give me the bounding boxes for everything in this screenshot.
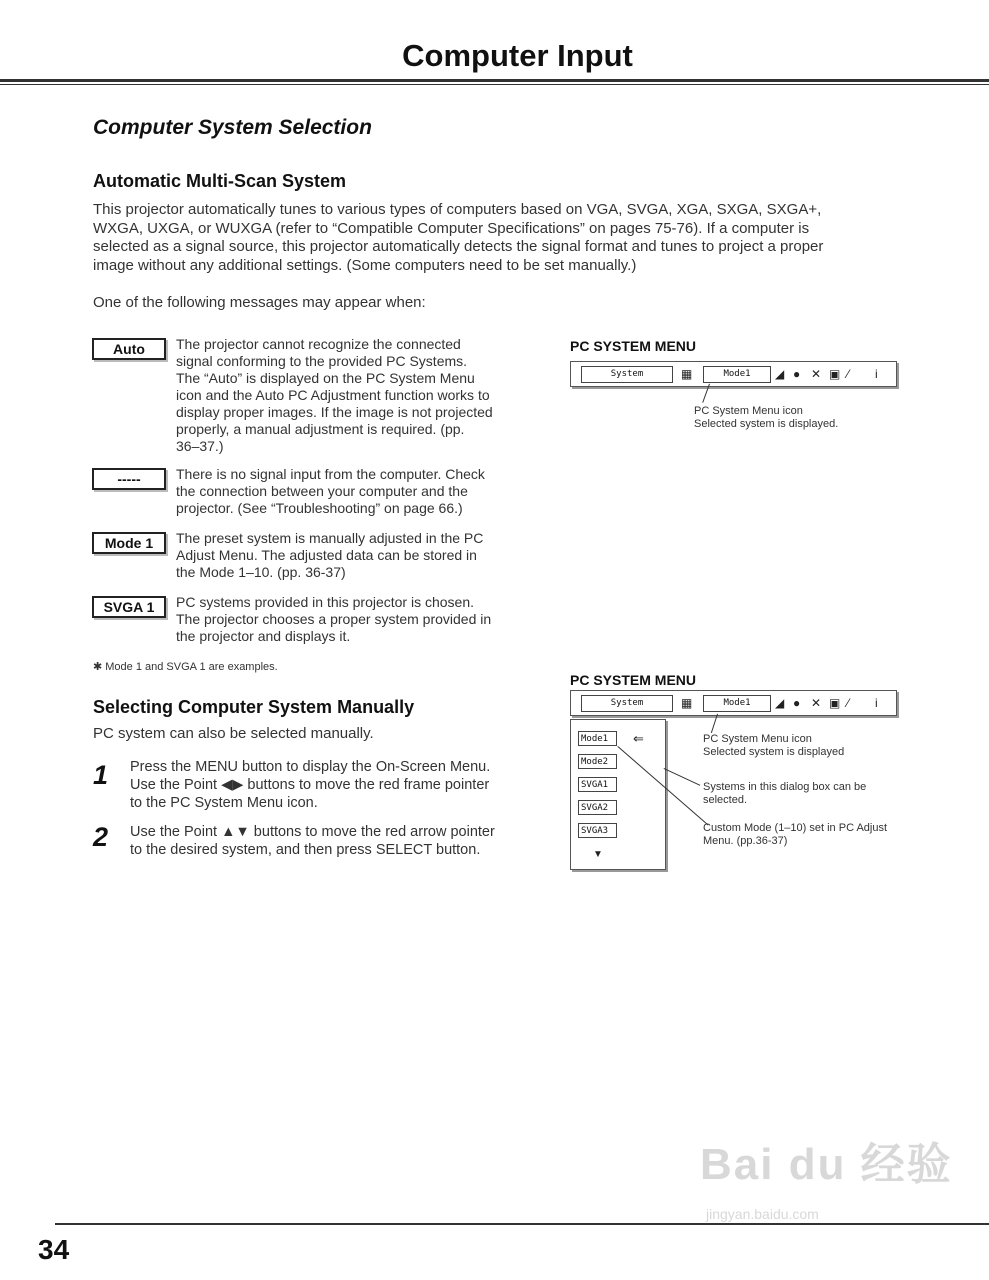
system-list-item[interactable]: SVGA1 (578, 777, 617, 792)
auto-scan-paragraph (93, 201, 893, 275)
image-adjust-icon[interactable]: ◢ (775, 696, 785, 710)
manual-heading: Selecting Computer System Manually (93, 697, 415, 717)
step-text (130, 823, 505, 859)
mode-button[interactable]: Mode1 (703, 695, 771, 712)
system-list-item[interactable]: Mode1 (578, 731, 617, 746)
desc-line: The preset system is manually adjusted in the PC (176, 530, 484, 546)
desc-line: the Mode 1–10. (pp. 36-37) (176, 564, 346, 580)
desc-line: The “Auto” is displayed on the PC System Menu (176, 370, 475, 386)
callout-line-text: Selected system is displayed. (694, 418, 839, 430)
auto-scan-line: This projector automatically tunes to various types of computers based on VGA, SVGA, XGA, SXGA, SXGA+, (93, 201, 822, 218)
section-title: Computer System Selection (93, 116, 372, 139)
desc-line: There is no signal input from the computer. Check (176, 466, 485, 482)
step-number: 1 (93, 760, 109, 790)
desc-line: display proper images. If the image is not projected (176, 404, 493, 420)
menu2-callout-1 (703, 733, 844, 759)
sound-icon[interactable]: ● (793, 696, 801, 710)
callout-line-text: PC System Menu icon (703, 733, 812, 745)
message-desc-svga1 (176, 594, 516, 645)
pc-system-menu-bar (570, 361, 897, 387)
step-text (130, 758, 505, 812)
auto-scan-line: selected as a signal source, this projector automatically detects the signal format and tunes to project a proper (93, 238, 824, 255)
message-label-auto: Auto (92, 338, 166, 360)
menu2-callout-3 (703, 822, 887, 848)
pc-system-menu-label: PC SYSTEM MENU (570, 338, 697, 354)
message-label-svga1: SVGA 1 (92, 596, 166, 618)
footer-rule (55, 1223, 989, 1225)
baidu-watermark: Bai du 经验 (700, 1140, 953, 1189)
callout-line (711, 714, 718, 733)
messages-intro: One of the following messages may appear when: (93, 294, 426, 311)
info-icon[interactable]: i (875, 367, 878, 381)
image-adjust-icon[interactable]: ◢ (775, 367, 785, 381)
pc-system-menu-label: PC SYSTEM MENU (570, 672, 697, 688)
auto-scan-line: image without any additional settings. (Some computers need to be set manually.) (93, 256, 637, 274)
desc-line: PC systems provided in this projector is chosen. (176, 594, 475, 610)
message-desc-mode1 (176, 530, 516, 581)
menu2-callout-2 (703, 781, 866, 807)
tool-icon[interactable]: ⁄ (847, 367, 850, 381)
tool-icon[interactable]: ⁄ (847, 696, 850, 710)
step-line: to the desired system, and then press SELECT button. (130, 842, 481, 858)
header-rule-thin (0, 84, 989, 85)
message-desc-auto (176, 336, 516, 455)
desc-line: signal conforming to the provided PC Systems. (176, 353, 468, 369)
system-button[interactable]: System (581, 695, 673, 712)
desc-line: Adjust Menu. The adjusted data can be stored in (176, 547, 477, 563)
scroll-down-icon[interactable]: ▼ (593, 849, 603, 860)
desc-line: icon and the Auto PC Adjustment function works to (176, 387, 490, 403)
screen-icon[interactable]: ▣ (829, 367, 841, 381)
callout-line-text: PC System Menu icon (694, 405, 803, 417)
system-button[interactable]: System (581, 366, 673, 383)
screen-icon[interactable]: ▣ (829, 696, 841, 710)
desc-line: The projector chooses a proper system provided in (176, 611, 492, 627)
message-label-no-signal: ----- (92, 468, 166, 490)
callout-line-text: Menu. (pp.36-37) (703, 835, 788, 847)
menu1-callout (694, 405, 838, 431)
arrow-left-icon: ⇐ (633, 731, 644, 746)
callout-line-text: Systems in this dialog box can be (703, 781, 867, 793)
page-title: Computer Input (402, 38, 633, 73)
step-line: Press the MENU button to display the On-Screen Menu. (130, 759, 491, 775)
system-list-dialog (570, 719, 666, 870)
callout-line (664, 768, 701, 786)
footnote: ✱ Mode 1 and SVGA 1 are examples. (93, 661, 278, 673)
callout-line-text: selected. (703, 794, 748, 806)
setting-icon[interactable]: ✕ (811, 696, 822, 710)
auto-scan-line: WXGA, UXGA, or WUXGA (refer to “Compatible Computer Specifications” on pages 75-76). If a computer is (93, 219, 810, 237)
info-icon[interactable]: i (875, 696, 878, 710)
step-line: Use the Point ▲▼ buttons to move the red arrow pointer (130, 824, 495, 840)
step-line: to the PC System Menu icon. (130, 795, 318, 811)
auto-scan-heading: Automatic Multi-Scan System (93, 171, 347, 191)
system-list-item[interactable]: Mode2 (578, 754, 617, 769)
header-rule (0, 79, 989, 82)
manual-intro: PC system can also be selected manually. (93, 725, 374, 742)
setting-icon[interactable]: ✕ (811, 367, 822, 381)
message-desc-no-signal (176, 466, 516, 517)
desc-line: 36–37.) (176, 438, 224, 454)
page-number: 34 (38, 1234, 70, 1265)
step-number: 2 (93, 822, 109, 852)
desc-line: the projector and displays it. (176, 628, 351, 644)
desc-line: the connection between your computer and the (176, 483, 468, 499)
step-line: Use the Point ◀▶ buttons to move the red frame pointer (130, 777, 490, 793)
pc-system-menu-bar (570, 690, 897, 716)
desc-line: The projector cannot recognize the connected (176, 336, 461, 352)
desc-line: projector. (See “Troubleshooting” on page 66.) (176, 500, 463, 516)
desc-line: properly, a manual adjustment is required. (pp. (176, 421, 465, 437)
baidu-watermark-url: jingyan.baidu.com (706, 1206, 819, 1222)
pc-system-icon[interactable]: ▦ (681, 367, 693, 381)
pc-system-icon[interactable]: ▦ (681, 696, 693, 710)
callout-line-text: Selected system is displayed (703, 746, 845, 758)
message-label-mode1: Mode 1 (92, 532, 166, 554)
system-list-item[interactable]: SVGA3 (578, 823, 617, 838)
mode-button[interactable]: Mode1 (703, 366, 771, 383)
callout-line-text: Custom Mode (1–10) set in PC Adjust (703, 822, 888, 834)
sound-icon[interactable]: ● (793, 367, 801, 381)
system-list-item[interactable]: SVGA2 (578, 800, 617, 815)
